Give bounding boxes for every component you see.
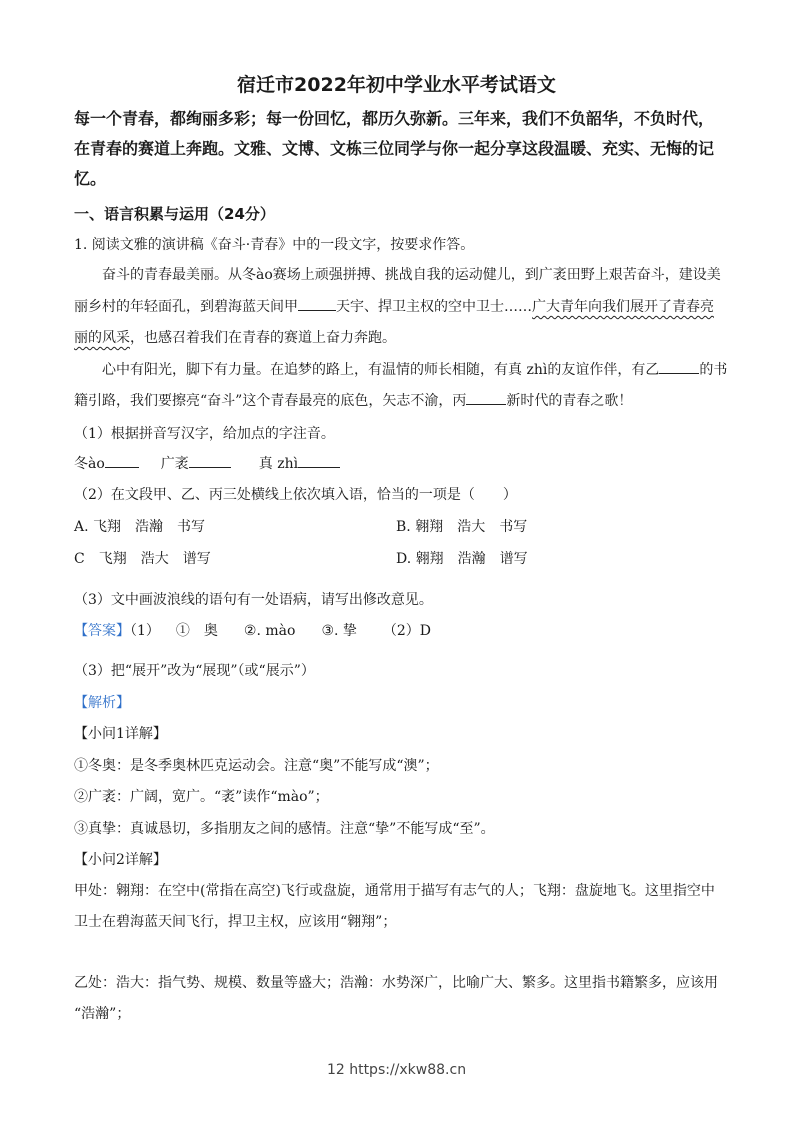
answer-part: （1） [130, 623, 160, 639]
passage-text: 籍引路，我们要擦亮“奋斗”这个青春最亮的底色，矢志不渝，丙 [74, 393, 467, 409]
detail-line: ③真挚：真诚恳切，多指朋友之间的感情。注意“挚”不能写成“至”。 [74, 821, 495, 837]
blank-bing[interactable] [466, 390, 506, 405]
detail-line: ②广袤：广阔，宽广。“袤”读作“mào”； [74, 789, 329, 805]
option-d: D. 翱翔 浩瀚 谱写 [396, 551, 528, 567]
answer-blank[interactable] [298, 453, 340, 468]
answer-blank[interactable] [189, 453, 231, 468]
passage-line [74, 296, 714, 316]
wavy-sentence: 广大青年向我们展开了青春亮 [532, 299, 714, 315]
passage-line [74, 390, 632, 410]
passage-line [74, 327, 396, 347]
question-1: 1. 阅读文雅的演讲稿《奋斗·青春》中的一段文字，按要求作答。 [74, 237, 475, 253]
passage-text: 丽乡村的年轻面孔，到碧海蓝天间甲 [74, 299, 298, 315]
passage-line [102, 359, 727, 379]
option-a: A. 飞翔 浩瀚 书写 [74, 519, 206, 535]
page-title: 宿迁市2022年初中学业水平考试语文 [237, 74, 556, 96]
passage-text: 新时代的青春之歌！ [506, 393, 633, 409]
wavy-sentence: 丽的风采 [74, 330, 130, 346]
detail-line: “浩瀚”； [74, 1006, 131, 1022]
passage-text: 的书 [699, 362, 728, 378]
answer-item: ① 奥 [175, 623, 218, 639]
option-b: B. 翱翔 浩大 书写 [396, 519, 528, 535]
pinyin-item: 广袤 [160, 456, 189, 472]
sub-question-1: （1）根据拼音写汉字，给加点的字注音。 [74, 426, 335, 442]
passage-line: 奋斗的青春最美丽。从冬ào赛场上顽强拼搏、挑战自我的运动健儿，到广袤田野上艰苦奋斗，建设美 [102, 267, 721, 283]
answer-part: （2）D [382, 623, 432, 639]
answer-row [74, 620, 431, 640]
analysis-label: 【解析】 [74, 695, 130, 711]
answer-blank[interactable] [105, 453, 139, 468]
pinyin-item: 冬ào [74, 456, 105, 472]
sub-question-2: （2）在文段甲、乙、丙三处横线上依次填入语，恰当的一项是（ ） [74, 487, 517, 503]
answer-label: 【答案】 [74, 623, 130, 639]
passage-text: 心中有阳光，脚下有力量。在追梦的路上，有温情的师长相随，有真 zhì的友谊作伴，有乙 [102, 362, 660, 378]
option-c: C 飞翔 浩大 谱写 [74, 551, 211, 567]
blank-jia[interactable] [298, 296, 336, 311]
detail-heading: 【小问2详解】 [74, 852, 167, 868]
blank-yi[interactable] [659, 359, 699, 374]
section-heading: 一、语言积累与运用（24分） [74, 205, 275, 223]
answer-item: ②. mào [243, 623, 296, 639]
detail-heading: 【小问1详解】 [74, 726, 167, 742]
page-footer: 12 https://xkw88.cn [326, 1062, 467, 1078]
pinyin-row [74, 453, 340, 473]
sub-question-3: （3）文中画波浪线的语句有一处语病，请写出修改意见。 [74, 592, 433, 608]
detail-line: 卫士在碧海蓝天间飞行，捍卫主权，应该用“翱翔”； [74, 914, 397, 930]
detail-line: ①冬奥：是冬季奥林匹克运动会。注意“奥”不能写成“澳”； [74, 758, 439, 774]
intro-paragraph: 每一个青春，都绚丽多彩；每一份回忆，都历久弥新。三年来，我们不负韶华，不负时代，在青春的赛道上奔跑。文雅、文博、文栋三位同学与你一起分享这段温暖、充实、无悔的记忆。 [74, 109, 715, 188]
pinyin-item: 真 zhì [258, 456, 299, 472]
detail-line: 乙处：浩大：指气势、规模、数量等盛大；浩瀚：水势深广，比喻广大、繁多。这里指书籍繁多，应该用 [74, 975, 718, 991]
passage-text: 天宇、捍卫主权的空中卫士…… [336, 299, 532, 315]
answer-row: （3）把“展开”改为“展现”（或“展示”） [74, 663, 315, 679]
detail-line: 甲处：翱翔：在空中(常指在高空)飞行或盘旋，通常用于描写有志气的人；飞翔：盘旋地飞。这里指空中 [74, 883, 715, 899]
answer-item: ③. 挚 [321, 623, 357, 639]
passage-text: ，也感召着我们在青春的赛道上奋力奔跑。 [130, 330, 396, 346]
